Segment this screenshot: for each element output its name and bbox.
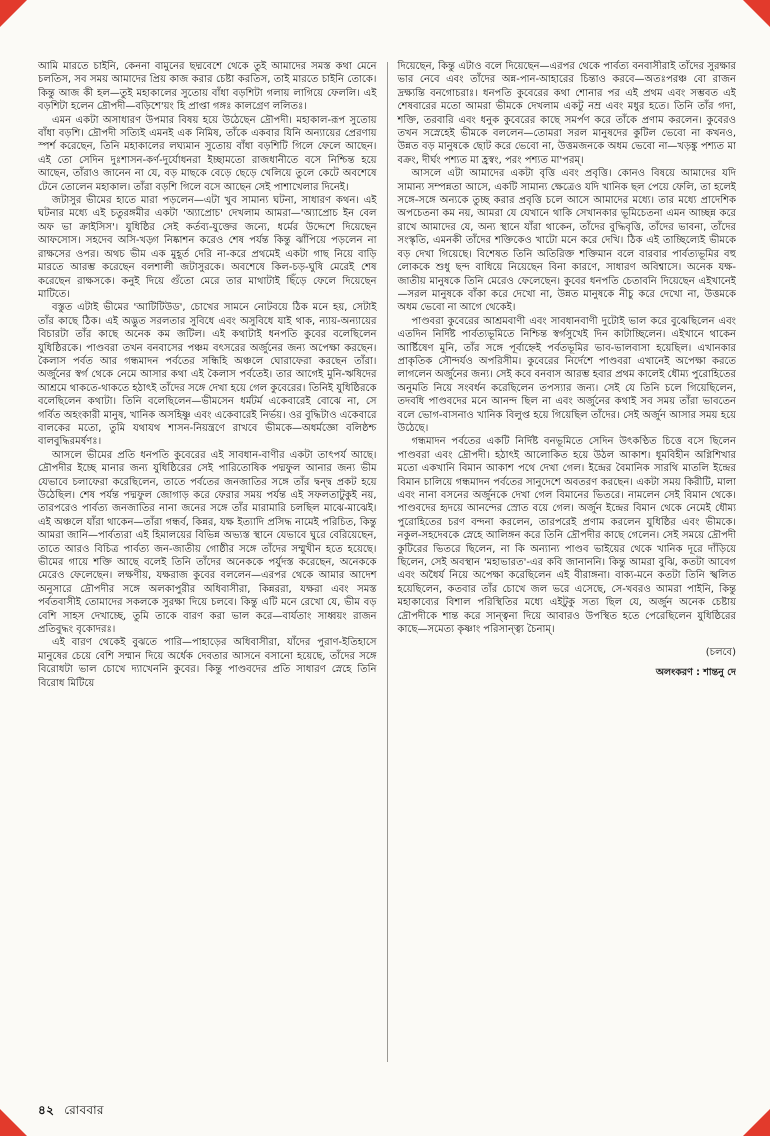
- corner-triangle-top-right: [743, 0, 770, 27]
- corner-triangle-top-left: [0, 0, 27, 27]
- right-column-paragraphs: [398, 60, 737, 636]
- paragraph: বস্তুত এটাই ভীমের 'আটিটিউড', চোখের সামনে নোটবয়ে ঠিক মনে হয়, সেটাই তাঁর কাছে ঠিক। এই অদ্ভুত সরলতার সুবিধে এবং অসুবিধে যাই থাক, ন্যায়-অন্যায়ের বিচারটা তাঁর কাছে অনেক কম জটিল। এই কথাটাই ধনপতি কুবের বলেছিলেন যুধিষ্ঠিরকে। পাণ্ডবরা তখন বনবাসের পঞ্চম বৎসরের অর্জুনের জন্য অপেক্ষা করছেন। কৈলাস পর্বত আর গন্ধমাদন পর্বতের সন্ধিহি অঞ্চলে ঘোরাফেরা করছেন তাঁরা। অর্জুনের স্বর্গ থেকে নেমে আসার কথা এই কৈলাস পর্বতেই। তার আগেই মুনি-ঋষিদের আশ্রমে থাকতে-থাকতে হঠাৎই তাঁদের সঙ্গে দেখা হয়ে গেল কুবেরের। তিনিই যুধিষ্ঠিরকে বলেছিলেন কথাটা। তিনি বলেছিলেন—ভীমসেন ধর্মটর্ম একেবারেই বোঝে না, সে গর্বিত অহংকারী মানুষ, খানিক অসহিষ্ণু এবং একেবারেই নির্ভয়। ওর বুদ্ধিটাও একেবারে বালকের মতো, তুমি যথাযথ শাসন-নিয়ন্ত্রণে রাখবে ভীমকে—অধর্মজ্ঞো বলিষ্ঠশ্চ বালবুদ্ধিরমর্ষণঃ।: [38, 302, 377, 448]
- paragraph: আমি মারতে চাইনি, কেননা বামুনের ছদ্মবেশে থেকে তুই আমাদের সমস্ত কথা মেনে চলতিস, সব সময় আমাদের প্রিয় কাজ করার চেষ্টা করতিস, তাই মারতে চাইনি তোকে। কিন্তু আজ কী হল—তুই মহাকালের সুতোয় বাঁধা বড়শিটা গলায় লাগিয়ে ফেললি। এই বড়শিটা হলেন দ্রৌপদী—বড়িশে'য়ং হি প্রাপ্তা গঙ্গঃ কালগ্রেণ ললিতঃ।: [38, 61, 377, 113]
- corner-triangle-bottom-left: [0, 1109, 27, 1136]
- paragraph: আসলে এটা আমাদের একটা বৃত্তি এবং প্রবৃত্তি। কোনও বিষয়ে আমাদের যদি সামান্য সম্পন্নতা আসে, একটি সামান্য ক্ষেত্রেও যদি খানিক ছল পেয়ে ফেলি, তা হলেই সঙ্গে-সঙ্গে অন্যকে তুচ্ছ করার প্রবৃত্তি চলে আসে আমাদের মধ্যে। তার মধ্যে প্রাদেশিক অপচেতনা কম নয়, আমরা যে যেখানে থাকি সেখানকার ভূমিচেতনা এমন আচ্ছন্ন করে রাখে আমাদের যে, অন্য স্থানে যাঁরা থাকেন, তাঁদের বুদ্ধিবৃত্তি, তাঁদের ভাবনা, তাঁদের সংস্কৃতি, এমনকী তাঁদের শক্তিকেও খাটো মনে করে দেখি। ঠিক এই তাচ্ছিল্যেই ভীমকে বড় দেখা গিয়েছে। বিশেষত তিনি অতিরিক্ত শক্তিমান বলে বারবার পার্বত্যভূমির বহু লোককে শুধু ছন্দ বাধিয়ে নিয়েছেন বিনা কারণে, সাধারণ অবিশ্বাসে। অনেক যক্ষ-জাতীয় মানুষকে তিনি মেরেও ফেলেছেন। কুবের ধনপতি চেতাবনি দিয়েছেন এইখানেই—সরল মানুষকে বাঁকা করে দেখো না, উন্নত মানুষকে নীচু করে দেখো না, উত্তমকে অধম ভেবো না আগে থেকেই।: [397, 168, 736, 314]
- left-column: [38, 60, 387, 1098]
- paragraph: আসলে ভীমের প্রতি ধনপতি কুবেরের এই সাবধান-বাণীর একটা তাৎপর্য আছে। দ্রৌপদীর ইচ্ছে মানার জন্য যুধিষ্ঠিরের সেই পারিতোষিক পদ্মফুল আনার জন্য ভীম যেভাবে চলাফেরা করেছিলেন, তাতে পর্বতের জনজাতির সঙ্গে তাঁর দ্বন্দ্ব প্রকট হয়ে উঠেছিল। শেষ পর্যন্ত পদ্মফুল জোগাড় করে ফেরার সময় পর্যন্ত এই সফলতাটুকুই নয়, তারপরেও পার্বত্য জনজাতির নানা জনের সঙ্গে তাঁর মারামারি চলছিল মাঝে-মাঝেই। এই অঞ্চলে যাঁরা থাকেন—তাঁরা গন্ধর্ব, কিন্নর, যক্ষ ইত্যাদি প্রসিদ্ধ নামেই পরিচিত, কিন্তু আমরা জানি—পার্বত্যরা এই হিমালয়ের বিভিন্ন অভ্যস্ত স্থানে যেভাবে ঘুরে বেরিয়েছেন, তাতে আরও বিচিত্র পার্বত্য জন-জাতীয় গোষ্ঠীর সঙ্গে তাঁদের সম্মুখীন হতে হয়েছে। ভীমের গায়ে শক্তি আছে বলেই তিনি তাঁদের অনেককে পর্যুদস্ত করেছেন, অনেককে মেরেও ফেলেছেন। লক্ষণীয়, যক্ষরাজ কুবের বললেন—এরপর থেকে আমার আদেশ অনুসারে দ্রৌপদীর সঙ্গে অলকাপুরীর অধিবাসীরা, কিন্নররা, যক্ষরা এবং সমস্ত পর্বতবাসীই তোমাদের সকলকে সুরক্ষা দিয়ে চলবে। কিন্তু এটি মনে রেখো যে, ভীম বড় বেশি সাহস দেখাচ্ছে, তুমি তাকে বারণ করা ভাল করে—বার্যতাং সাধ্বয়ং রাজন প্রতিবুদ্ধং বৃকোদরঃ।: [38, 449, 377, 636]
- article-body: [38, 60, 736, 1098]
- page-footer: [38, 1102, 104, 1122]
- corner-triangle-bottom-right: [743, 1109, 770, 1136]
- paragraph: এমন একটা অসাধারণ উপমার বিষয় হয়ে উঠেছেন দ্রৌপদী। মহাকাল-রূপ সুতোয় বাঁধা বড়শি। দ্রৌপদী সত্যিই এমনই এক নিমিষ, তাঁকে একবার যিনি অন্যায়ের প্রেরণায় স্পর্শ করেছেন, তিনি মহাকালের লঘ্যমান সুতোয় বাঁধা বড়শিটি গিলে ফেলে আছেন। এই তো সেদিন দুঃশাসন-কর্ণ-দুর্যোধনরা ইচ্ছামতো রাজধানীতে বসে নিশ্চিন্ত হয়ে আছেন, তাঁরাও জানেন না যে, বড় মাছকে বেড়ে ছেড়ে খেলিয়ে তুলে কেটে অবশেষে টেনে তোলেন মহাকাল। তাঁরা বড়শি গিলে বসে আছেন সেই পাশাখেলার দিনেই।: [38, 114, 377, 193]
- illustration-credit: অলংকরণ : শান্তনু দে: [655, 666, 736, 678]
- right-column: [388, 60, 737, 1098]
- page-number: ৪২: [38, 1103, 55, 1117]
- paragraph: পাণ্ডবরা কুবেরের আশ্রমবাণী এবং সাবধানবাণী দুটোই ভাল করে বুঝেছিলেন এবং এতদিন নির্দিষ্ট পার্বত্যভূমিতে নিশ্চিন্ত স্বর্গসুখেই দিন কাটাচ্ছিলেন। এইখানে থাকেন আর্ষ্টিষেণ মুনি, তাঁর সঙ্গে পূর্বাহ্নেই পর্বতভূমির ভাব-ভালবাসা হয়েছিল। এখানকার প্রাকৃতিক সৌন্দর্যও অপরিসীম। কুবেরের নির্দেশে পাণ্ডবরা এখানেই অপেক্ষা করতে লাগলেন অর্জুনের জন্য। সেই কবে বনবাস আরম্ভ হবার প্রথম কালেই ধৌম্য পুরোহিতের অনুমতি নিয়ে সংবর্ধন করেছিলেন তপস্যার জন্য। সেই যে তিনি চলে গিয়েছিলেন, তদবধি পাণ্ডবদের মনে আনন্দ ছিল না এবং অর্জুনের কথাই সব সময় তাঁরা ভাবতেন বলে ভোগ-বাসনাও খানিক বিলুপ্ত হয়ে গিয়েছিল তাঁদের। সেই অর্জুন আসার সময় হয়ে উঠেছে।: [397, 315, 736, 434]
- paragraph: গন্ধমাদন পর্বতের একটি নির্দিষ্ট বনভূমিতে সেদিন উৎকণ্ঠিত চিত্তে বসে ছিলেন পাণ্ডবরা এবং দ্রৌপদী। হঠাৎই আলোকিত হয়ে উঠল আকাশ। ধূমবিহীন অগ্নিশিখার মতো একখানি বিমান আকাশ পথে দেখা গেল। ইন্দ্রের বৈমানিক সারথি মাতলি ইন্দ্রের বিমান চালিয়ে গন্ধমাদন পর্বতের সানুদেশে অবতরণ করছেন। একটা সময় কিরীটি, মালা এবং নানা বসনের অর্জুনকে দেখা গেল বিমানের ভিতরে। নামলেন সেই বিমান থেকে। পাণ্ডবদের হৃদয়ে আনন্দের স্রোত বয়ে গেল। অর্জুন ইন্দ্রের বিমান থেকে নেমেই ধৌম্য পুরোহিতের চরণ বন্দনা করলেন, তারপরেই প্রণাম করলেন যুধিষ্ঠির এবং ভীমকে। নকুল-সহদেবকে স্নেহে আলিঙ্গন করে তিনি দ্রৌপদীর কাছে গেলেন। সেই সময়ে দ্রৌপদী কুটিরের ভিতরে ছিলেন, না কি অন্যান্য পাণ্ডব ভাইয়ের থেকে খানিক দূরে দাঁড়িয়ে ছিলেন, সেই অবস্থান 'মহাভারত'-এর কবি জানাননি। কিন্তু আমরা বুঝি, কতটা আবেগ এবং অধৈর্য নিয়ে অপেক্ষা করেছিলেন এই বীরাঙ্গনা। বাক্য-মনে কতটা তিনি স্খলিত হয়েছিলেন, কতবার তাঁর চোখে জল ভরে এসেছে, সে-খবরও আমরা পাইনি, কিন্তু মহাকাব্যের বিশাল পরিস্থিতির মধ্যে এইটুকু সত্য ছিল যে, অর্জুন অনেক চেষ্টায় দ্রৌপদীকে শান্ত করে সান্ত্বনা দিয়ে আবারও উপস্থিত হতে পেরেছিলেন যুধিষ্ঠিরের কাছে—সমেত্য কৃষ্ণাং পরিসান্ত্ব্য চৈনাম্।: [397, 436, 736, 636]
- continuation-mark: (চলবে): [705, 647, 736, 659]
- paragraph: জটাসুর ভীমের হাতে মারা পড়লেন—এটা খুব সামান্য ঘটনা, সাধারণ কথন। এই ঘটনার মধ্যে এই চতুরঙ্গমীর একটা 'অ্যাপ্রোচ' দেখলাম আমরা—'অ্যাপ্রোচ ইন বেল অফ ভা ক্রাইসিস'। যুধিষ্ঠির সেই কর্তব্য-যুক্তের জন্যে, ধর্মের উদ্দেশে দিয়েছেন আফসোস। সহদেব অসি-খড়্গ নিষ্কাশন করেও শেষ পর্যন্ত কিন্তু ঝাঁপিয়ে পড়লেন না রাক্ষসের ওপর। অথচ ভীম এক মুহূর্ত দেরি না-করে প্রথমেই একটা গাছ নিয়ে বাড়ি মারতে আরম্ভ করেছেন বলশালী জটাসুরকে। অবশেষে কিল-চড়-ঘুষি মেরেই শেষ করেছেন রাক্ষসকে। কনুই দিয়ে গুঁতো মেরে তার মাথাটাই ছিঁড়ে ফেলে দিয়েছেন মাটিতে।: [38, 195, 377, 300]
- paragraph: এই বারণ থেকেই বুঝতে পারি—পাহাড়ের অধিবাসীরা, যাঁদের পুরাণ-ইতিহাসে মানুষের চেয়ে বেশি সম্মান দিয়ে অর্ধেক দেবতার আসনে বসানো হয়েছে, তাঁদের সঙ্গে বিরোধটা ভাল চোখে দ্যাখেননি কুবের। কিন্তু পাণ্ডবদের প্রতি সাধারণ স্নেহে তিনি বিরোধ মিটিয়ে: [38, 637, 377, 689]
- magazine-name: রোববার: [64, 1103, 104, 1117]
- paragraph: দিয়েছেন, কিন্তু এটাও বলে দিয়েছেন—এরপর থেকে পার্বত্য বনবাসীরাই তাঁদের সুরক্ষার ভার নেবে এবং তাঁদের অন্ন-পান-আহারের চিন্তাও করবে—অতঃপরঞ্চ বো রাজন দ্রক্ষ্যন্তি বনগোচরাঃ। ধনপতি কুবেরের কথা শোনার পর এই প্রথম এবং সম্ভবত এই শেষবারের মতো আমরা ভীমকে দেখলাম একটু নম্র এবং মধুর হতে। তিনি তাঁর গদা, শক্তি, তরবারি এবং ধনুক কুবেরের কাছে সমর্পণ করে তাঁকে প্রণাম করলেন। কুবেরও তখন সস্নেহেই ভীমকে বললেন—তোমরা সরল মানুষদের কুটিল ভেবো না কখনও, উন্নত বড় মানুষকে ছোট করে ভেবো না, উত্তমজনকে অধম ভেবো না—খড়ঙ্কু পশ্যত মা বক্রং, দীর্ঘং পশ্যত মা হ্রস্বং, পরং পশ্যত মা'পরম্।: [397, 61, 736, 166]
